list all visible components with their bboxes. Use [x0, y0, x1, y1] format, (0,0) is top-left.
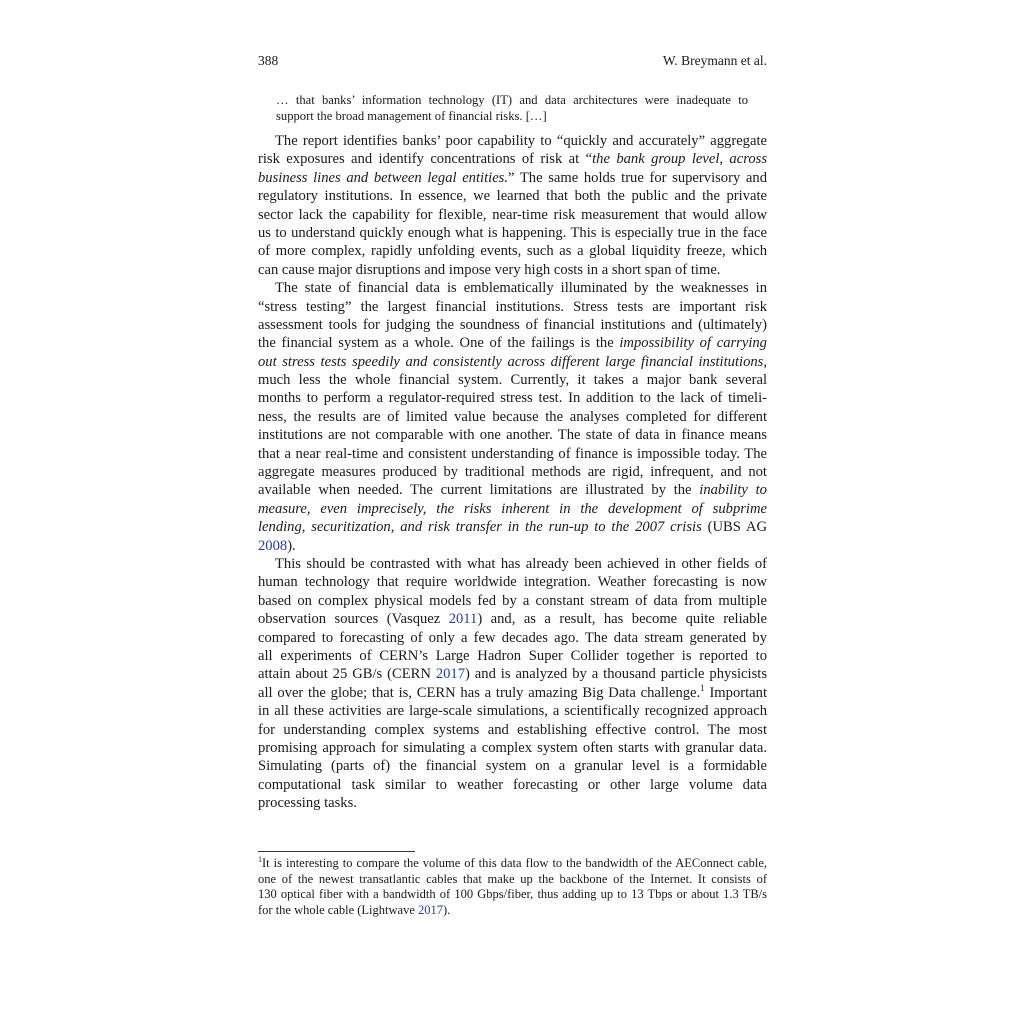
emphasis-phrase: measure, even imprecisely, the risks inherent in the development of subprime — [258, 500, 767, 517]
text-run: observation sources (Vasquez — [258, 611, 449, 628]
emphasis-phrase: inability to — [699, 482, 767, 499]
paragraph-2-line: ness, the results are of limited value because the analyses completed for different — [258, 408, 767, 425]
emphasis-quote: business lines and between legal entities. — [258, 169, 508, 186]
paragraph-2-line — [258, 537, 767, 555]
footnote-line: 130 optical fiber with a bandwidth of 100 Gbps/fiber, thus adding up to 13 Tbps or about 1.3 TB/s — [258, 887, 767, 902]
footnote-line — [258, 856, 767, 872]
paragraph-1-line — [258, 169, 767, 187]
citation-link-lightwave-2017[interactable]: 2017 — [418, 902, 444, 917]
text-run: (UBS AG — [701, 519, 767, 536]
text-run: ) and is analyzed by a thousand particle physicists — [465, 666, 767, 683]
text-run: risk exposures and identify concentrations of risk at “ — [258, 151, 593, 168]
paragraph-2-line — [258, 334, 767, 352]
text-run: ). — [287, 537, 296, 554]
running-head-authors: W. Breymann et al. — [662, 53, 767, 68]
text-run: for the whole cable (Lightwave — [258, 902, 419, 917]
paragraph-3-line: for understanding complex systems and establishing effective control. The most — [258, 721, 767, 738]
paragraph-2-line: “stress testing” the largest financial institutions. Stress tests are important risk — [258, 298, 767, 315]
paragraph-3-line: human technology that require worldwide integration. Weather forecasting is now — [258, 574, 767, 591]
paragraph-1-line: regulatory institutions. In essence, we learned that both the public and the private — [258, 188, 767, 205]
footnote-1 — [258, 856, 767, 918]
footnote-line: one of the newest transatlantic cables that make up the backbone of the Internet. It consists of — [258, 871, 767, 886]
paragraph-2-line — [258, 353, 767, 371]
paragraph-3-line: This should be contrasted with what has already been achieved in other fields of — [275, 555, 767, 572]
paragraph-3-line: all experiments of CERN’s Large Hadron Super Collider together is reported to — [258, 647, 767, 664]
paragraph-3-line — [258, 684, 767, 702]
paragraph-2-line — [258, 518, 767, 536]
quote-line: … that banks’ information technology (IT) and data architectures were inadequate to — [276, 93, 748, 107]
quote-line: support the broad management of financial risks. […] — [276, 109, 547, 123]
text-run: It is interesting to compare the volume of this data flow to the bandwidth of the AEConnect cable, — [262, 856, 767, 870]
text-run: attain about 25 GB/s (CERN — [258, 666, 436, 683]
paragraph-1-line: can cause major disruptions and impose very high costs in a short span of time. — [258, 261, 721, 278]
paragraph-2-line: institutions are not comparable with one another. The state of data in finance means — [258, 427, 767, 444]
paragraph-3-line: promising approach for simulating a complex system often starts with granular data. — [258, 739, 767, 756]
paragraph-1-line: us to understand quickly enough what is happening. This is especially true in the face — [258, 224, 767, 241]
footnote-separator — [258, 851, 415, 852]
text-run: ” The same holds true for supervisory and — [508, 169, 767, 186]
paragraph-3-line: based on complex physical models fed by a constant stream of data from multiple — [258, 592, 767, 609]
paragraph-3-line: in all these activities are large-scale simulations, a scientifically recognized approach — [258, 703, 767, 720]
paragraph-2-line: much less the whole financial system. Currently, it takes a major bank several — [258, 372, 767, 389]
text-run: ). — [443, 902, 451, 917]
citation-link-ubs-2008[interactable]: 2008 — [258, 537, 288, 554]
citation-link-cern-2017[interactable]: 2017 — [435, 666, 466, 683]
paragraph-2-line: aggregate measures produced by traditional methods are rigid, infrequent, and not — [258, 464, 767, 481]
text-run: the financial system as a whole. One of the failings is the — [258, 335, 620, 352]
paragraph-2-line — [258, 500, 767, 518]
page-number: 388 — [258, 53, 279, 68]
paragraph-3-line: processing tasks. — [258, 795, 357, 812]
emphasis-quote: the bank group level, across — [592, 151, 768, 168]
emphasis-phrase: impossibility of carrying — [619, 335, 767, 352]
paragraph-2-line — [258, 481, 767, 499]
paragraph-1-line — [258, 150, 767, 168]
citation-link-vasquez-2011[interactable]: 2011 — [448, 611, 478, 628]
footnote-line — [258, 903, 767, 919]
paragraph-1-line: The report identifies banks’ poor capability to “quickly and accurately” aggregate — [275, 133, 767, 149]
paragraph-3-line — [258, 610, 767, 628]
paragraph-2-line: assessment tools for judging the soundness of financial institutions and (ultimately) — [258, 316, 767, 333]
running-header — [258, 53, 767, 71]
block-quote — [276, 92, 748, 124]
emphasis-phrase: lending, securitization, and risk transfer in the run-up to the 2007 crisis — [258, 519, 702, 536]
paragraph-1-line: of more complex, rapidly unfolding events, such as a global liquidity freeze, which — [258, 243, 767, 260]
paragraph-1-line: sector lack the capability for flexible, near-time risk measurement that would allow — [258, 206, 767, 223]
footnote-reference-1[interactable]: 1 — [700, 682, 705, 693]
paragraph-3-line — [258, 665, 767, 683]
paragraph-3-line: compared to forecasting of only a few decades ago. The data stream generated by — [258, 629, 767, 646]
paragraph-3-line: computational task similar to weather forecasting or other large volume data — [258, 776, 767, 793]
text-run: , — [763, 353, 767, 370]
text-run: available when needed. The current limitations are illustrated by the — [258, 482, 700, 499]
body-text — [258, 132, 767, 812]
footnote-marker: 1 — [258, 855, 262, 864]
paragraph-2-line: months to perform a regulator-required stress test. In addition to the lack of timeli- — [258, 390, 767, 407]
paragraph-3-line: Simulating (parts of) the financial system on a granular level is a formidable — [258, 758, 767, 775]
text-run: ) and, as a result, has become quite reliable — [477, 611, 767, 628]
text-run: all over the globe; that is, CERN has a truly amazing Big Data challenge. — [258, 684, 701, 701]
paragraph-2-line: that a near real-time and consistent understanding of finance is impossible today. The — [258, 445, 767, 462]
text-run: Important — [704, 684, 767, 701]
paragraph-2-line: The state of financial data is emblematically illuminated by the weaknesses in — [275, 280, 767, 297]
emphasis-phrase: out stress tests speedily and consistently across different large financial institutions — [258, 353, 764, 370]
